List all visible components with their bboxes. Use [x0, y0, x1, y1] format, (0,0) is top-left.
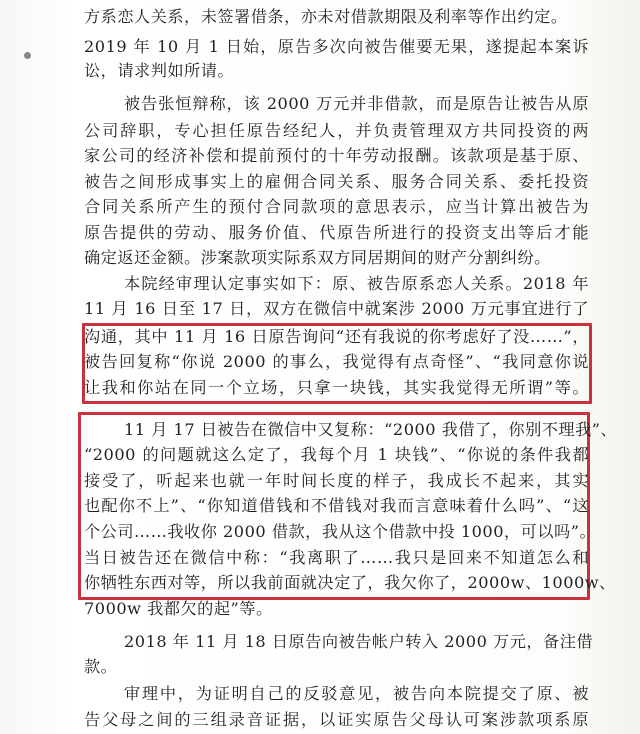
text-line: 你牺牲东西对等，所以我前面就决定了，我欠你了，2000w、1000w、	[84, 573, 616, 593]
text-line: 家公司的经济补偿和提前预付的十年劳动报酬。该款项是基于原、	[84, 146, 589, 166]
text-line: 告父母之间的三组录音证据，以证实原告父母认可案涉款项系原	[84, 709, 589, 729]
text-line: 被告张恒辩称，该 2000 万元并非借款，而是原告让被告从原	[124, 94, 589, 114]
text-line: 确定返还金额。涉案款项实际系双方同居期间的财产分割纠纷。	[84, 248, 551, 268]
text-line: 让我和你站在同一个立场，只拿一块钱，其实我觉得无所谓”等。	[84, 377, 589, 397]
text-line: 接受了，听起来也就一年时间长度的样子，我成长不起来，其实	[84, 470, 589, 490]
margin-mark	[24, 52, 31, 59]
text-line: 讼，请求判如所请。	[84, 61, 235, 81]
text-line: 个公司……我收你 2000 借款，我从这个借款中投 1000，可以吗”。	[84, 521, 597, 541]
text-line: 合同关系所产生的预付合同款项的意思表示，应当计算出被告为	[84, 197, 589, 217]
text-line: 11 月 17 日被告在微信中又复称：“2000 我借了，你别不理我”、	[124, 419, 618, 439]
text-line: 方系恋人关系，未签署借条，亦未对借款期限及利率等作出约定。	[84, 7, 568, 26]
text-line: 被告回复称“你说 2000 的事么，我觉得有点奇怪”、“我同意你说	[84, 352, 589, 372]
text-line: 本院经审理认定事实如下：原、被告原系恋人关系。2018 年	[124, 273, 589, 293]
text-line: 原告提供的劳动、服务价值、代原告所进行的投资支出等后才能	[84, 222, 589, 242]
text-line: 审理中，为证明自己的反驳意见，被告向本院提交了原、被	[124, 684, 589, 704]
text-line: 2019 年 10 月 1 日始，原告多次向被告催要无果，遂提起本案诉	[84, 37, 589, 57]
text-line: 也配你不上”、“你知道借钱和不借钱对我而言意味着什么吗”、“这	[84, 496, 589, 516]
text-line: 公司辞职，专心担任原告经纪人，并负责管理双方共同投资的两	[84, 120, 589, 140]
text-line: 当日被告还在微信中称：“我离职了……我只是回来不知道怎么和	[84, 547, 589, 567]
text-line: 沟通，其中 11 月 16 日原告询问“还有我说的你考虑好了没……”，	[84, 326, 589, 346]
text-line: “2000 的问题就这么定了，我每个月 1 块钱”、“你说的条件我都	[84, 445, 589, 465]
text-line: 被告之间形成事实上的雇佣合同关系、服务合同关系、委托投资	[84, 171, 589, 191]
text-line: 11 月 16 日至 17 日，双方在微信中就案涉 2000 万元事宜进行了	[84, 299, 589, 319]
text-line: 2018 年 11 月 18 日原告向被告帐户转入 2000 万元，备注借	[124, 631, 594, 651]
text-line: 7000w 我都欠的起”等。	[84, 598, 273, 618]
text-line: 款。	[84, 657, 118, 677]
